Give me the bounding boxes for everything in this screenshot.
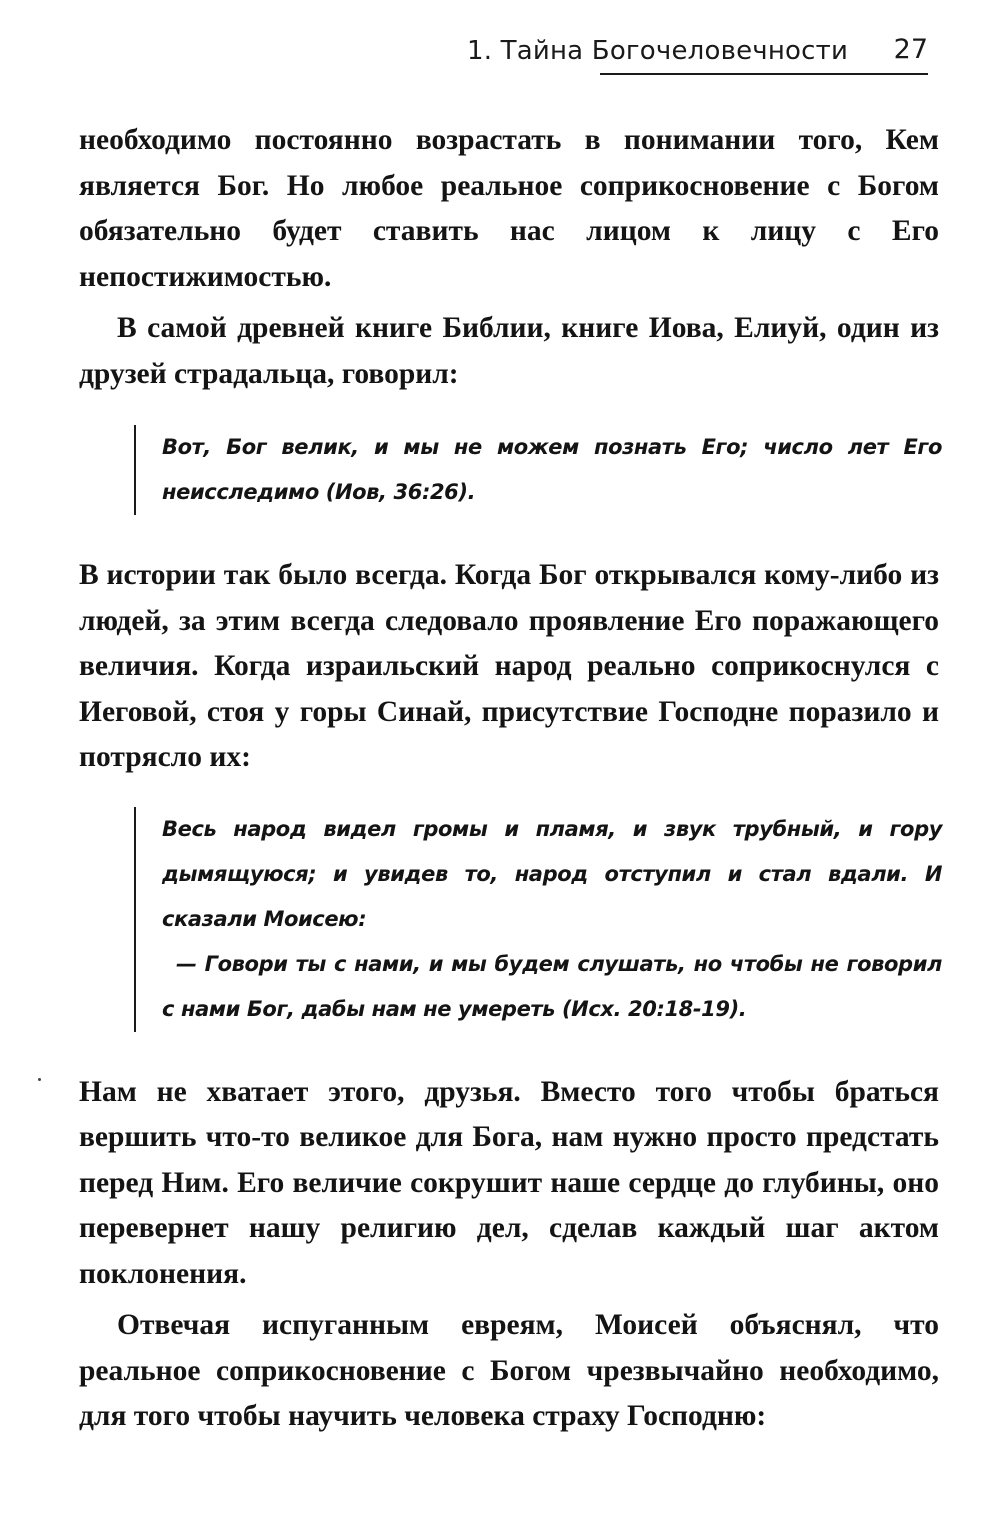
paragraph-1: необходимо постоянно возрастать в понимании того, Кем является Бог. Но любое реальное соприкосновение с Богом обязательно будет ставить нас лицом к лицу с Его непостижимостью. <box>79 124 939 293</box>
paragraph-5: Отвечая испуганным евреям, Моисей объяснял, что реальное соприкосновение с Богом чрезвычайно необходимо, для того чтобы научить человека страху Господню: <box>79 1309 939 1432</box>
chapter-title: 1. Тайна Богочеловечности <box>467 36 849 66</box>
running-header <box>440 30 930 78</box>
stray-dot <box>38 1078 41 1081</box>
quote-1-text: Вот, Бог велик, и мы не можем познать Его; число лет Его неисследимо (Иов, 36:26). <box>162 435 942 504</box>
quote-2-dialog: — Говори ты с нами, и мы будем слушать, но чтобы не говорил с нами Бог, дабы нам не умереть (Исх. 20:18-19). <box>162 951 942 1021</box>
page-number: 27 <box>893 34 928 65</box>
quote-2-narration: Весь народ видел громы и пламя, и звук трубный, и гору дымящуюся; и увидев то, народ отступил и стал вдали. И сказали Моисею: <box>162 816 942 931</box>
page-body <box>79 118 942 1440</box>
scripture-quote-2 <box>134 807 942 1032</box>
scripture-quote-1 <box>134 425 942 515</box>
paragraph-3: В истории так было всегда. Когда Бог открывался кому-либо из людей, за этим всегда следовало проявление Его поражающего величия. Когда израильский народ реально соприкоснулся с Иеговой, стоя у горы Синай, присутствие Господне поразило и потрясло их: <box>79 559 939 773</box>
paragraph-4: Нам не хватает этого, друзья. Вместо того чтобы браться вершить что-то великое для Бога, нам нужно просто предстать перед Ним. Его величие сокрушит наше сердце до глубины, оно перевернет нашу религию дел, сделав каждый шаг актом поклонения. <box>79 1075 939 1290</box>
paragraph-2: В самой древней книге Библии, книге Иова, Елиуй, один из друзей страдальца, говорил: <box>79 312 939 390</box>
header-rule <box>600 73 928 75</box>
